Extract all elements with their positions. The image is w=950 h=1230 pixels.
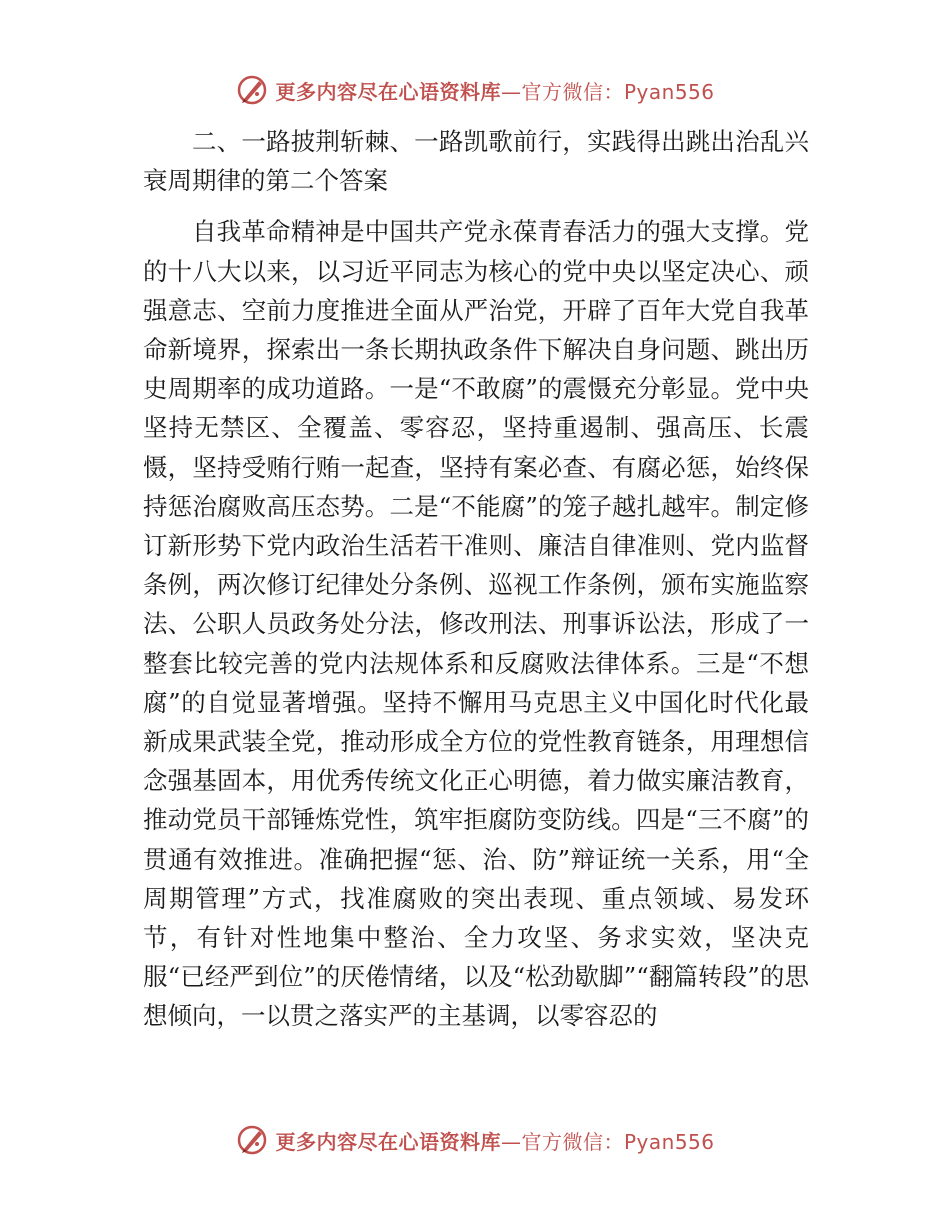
footer-banner bbox=[0, 1120, 950, 1160]
quill-pen-logo-icon bbox=[235, 1123, 269, 1157]
banner-separator: — bbox=[500, 79, 522, 104]
banner-text bbox=[275, 1126, 714, 1155]
banner-text bbox=[275, 76, 714, 105]
header-banner bbox=[0, 70, 950, 110]
banner-wechat-id: Pyan556 bbox=[623, 79, 715, 104]
document-body bbox=[143, 122, 809, 1036]
quill-pen-logo-icon bbox=[235, 73, 269, 107]
banner-wechat-id: Pyan556 bbox=[623, 1129, 715, 1154]
banner-site-name: 更多内容尽在心语资料库 bbox=[275, 1129, 501, 1154]
banner-wechat-label: 官方微信： bbox=[521, 1129, 624, 1154]
section-heading: 二、一路披荆斩棘、一路凯歌前行，实践得出跳出治乱兴衰周期律的第二个答案 bbox=[143, 127, 809, 196]
banner-wechat-label: 官方微信： bbox=[521, 79, 624, 104]
banner-separator: — bbox=[500, 1129, 522, 1154]
body-paragraph: 自我革命精神是中国共产党永葆青春活力的强大支撑。党的十八大以来，以习近平同志为核心的党中央以坚定决心、顽强意志、空前力度推进全面从严治党，开辟了百年大党自我革命新境界，探索出一条长期执政条件下解决自身问题、跳出历史周期率的成功道路。一是“不敢腐”的震慑充分彰显。党中央坚持无禁区、全覆盖、零容忍，坚持重遏制、强高压、长震慑，坚持受贿行贿一起查，坚持有案必查、有腐必惩，始终保持惩治腐败高压态势。二是“不能腐”的笼子越扎越牢。制定修订新形势下党内政治生活若干准则、廉洁自律准则、党内监督条例，两次修订纪律处分条例、巡视工作条例，颁布实施监察法、公职人员政务处分法，修改刑法、刑事诉讼法，形成了一整套比较完善的党内法规体系和反腐败法律体系。三是“不想腐”的自觉显著增强。坚持不懈用马克思主义中国化时代化最新成果武装全党，推动形成全方位的党性教育链条，用理想信念强基固本，用优秀传统文化正心明德，着力做实廉洁教育，推动党员干部锤炼党性，筑牢拒腐防变防线。四是“三不腐”的贯通有效推进。准确把握“惩、治、防”辩证统一关系，用“全周期管理”方式，找准腐败的突出表现、重点领域、易发环节，有针对性地集中整治、全力攻坚、务求实效，坚决克服“已经严到位”的厌倦情绪，以及“松劲歇脚”“翻篇转段”的思想倾向，一以贯之落实严的主基调，以零容忍的 bbox=[143, 217, 809, 1031]
banner-site-name: 更多内容尽在心语资料库 bbox=[275, 79, 501, 104]
